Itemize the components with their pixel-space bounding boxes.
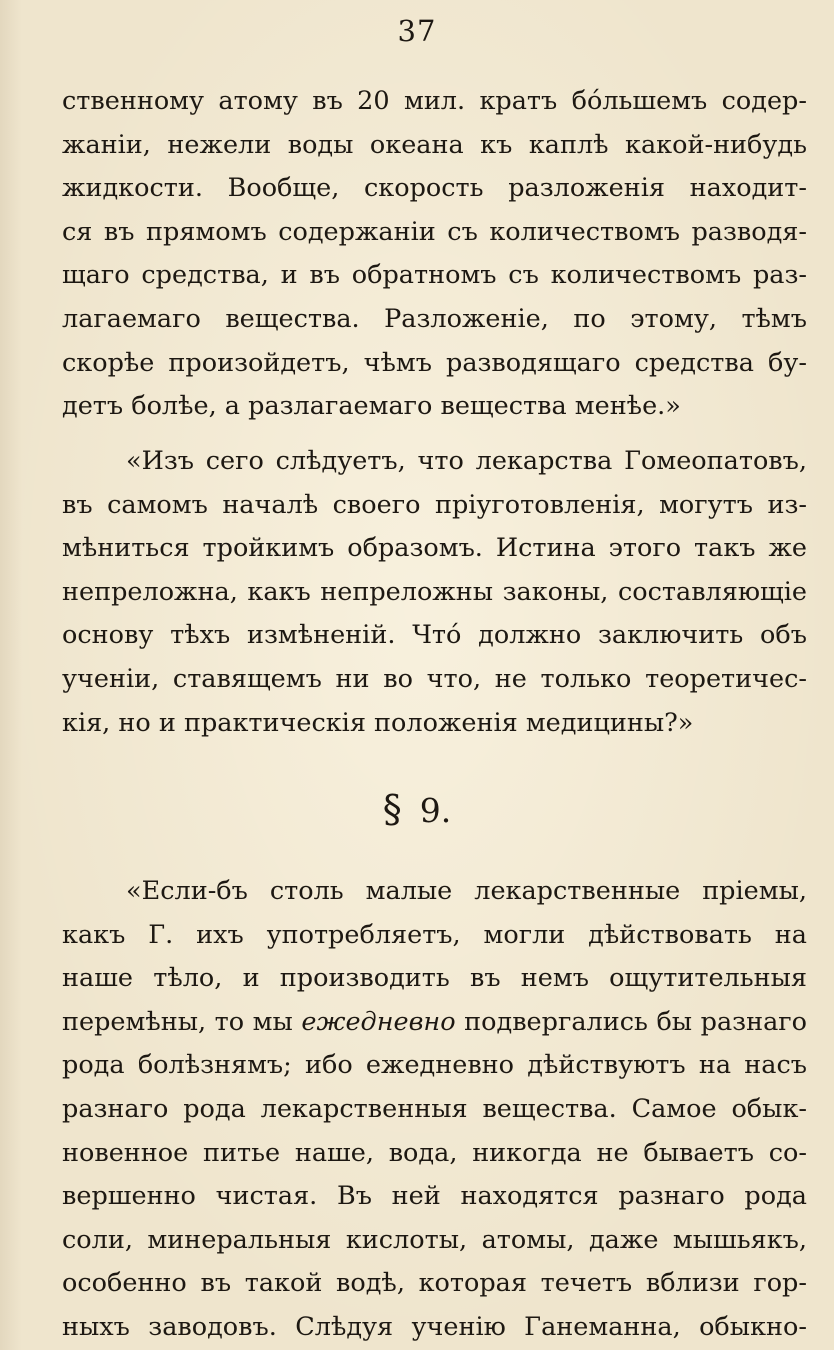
emphasized-word: ежедневно (301, 1006, 456, 1037)
text-line: непреложна, какъ непреложны законы, составляющіе (62, 576, 807, 607)
text-line: щаго средства, и въ обратномъ съ количествомъ раз- (62, 260, 807, 291)
text-line: новенное питье наше, вода, никогда не бываетъ со- (62, 1137, 807, 1168)
text-line: въ самомъ началѣ своего пріуготовленія, могутъ из- (62, 489, 807, 520)
text-line: вершенно чистая. Въ ней находятся разнаго рода (62, 1181, 807, 1212)
section-heading (0, 787, 834, 831)
text-line: какъ Г. ихъ употребляетъ, могли дѣйствовать на (62, 919, 807, 950)
text-run: подвергались бы разнаго (455, 1006, 807, 1037)
paragraph-section-9 (62, 870, 807, 1350)
text-line: «Если-бъ столь малые лекарственные пріемы, (126, 876, 807, 906)
text-run: перемѣны, то мы (62, 1006, 302, 1037)
text-line: особенно въ такой водѣ, которая течетъ вблизи гор- (62, 1268, 807, 1299)
text-line: кія, но и практическія положенія медицины?» (62, 707, 694, 738)
page-number: 37 (397, 14, 437, 48)
text-line: наше тѣло, и производить въ немъ ощутительныя (62, 963, 807, 994)
text-line: лагаемаго вещества. Разложеніе, по этому, тѣмъ (62, 303, 807, 334)
text-line: скорѣе произойдетъ, чѣмъ разводящаго средства бу- (62, 347, 807, 378)
text-line (62, 1001, 807, 1045)
text-line: соли, минеральныя кислоты, атомы, даже мышьякъ, (62, 1224, 807, 1255)
text-line: жаніи, нежели воды океана къ каплѣ какой-нибудь (62, 129, 807, 160)
text-line: разнаго рода лекарственныя вещества. Самое обык- (62, 1093, 807, 1124)
paragraph-quote (62, 440, 807, 745)
text-line: «Изъ сего слѣдуетъ, что лекарства Гомеопатовъ, (126, 446, 807, 476)
text-line: ственному атому въ 20 мил. кратъ бóльшемъ содер- (62, 86, 807, 116)
text-line: ся въ прямомъ содержаніи съ количествомъ разводя- (62, 216, 807, 247)
text-line: жидкости. Вообще, скорость разложенія находит- (62, 173, 807, 204)
text-line: ученіи, ставящемъ ни во что, не только теоретичес- (62, 663, 807, 694)
text-line: ныхъ заводовъ. Слѣдуя ученію Ганеманна, обыкно- (62, 1311, 807, 1342)
section-number: 9. (419, 791, 452, 830)
paragraph-continued (62, 80, 807, 429)
text-line: основу тѣхъ измѣненій. Чтó должно заключить объ (62, 620, 807, 651)
text-line: мѣниться тройкимъ образомъ. Истина этого такъ же (62, 533, 807, 564)
section-symbol: § (382, 787, 402, 831)
text-line: рода болѣзнямъ; ибо ежедневно дѣйствуютъ на насъ (62, 1050, 807, 1081)
text-line: детъ болѣе, а разлагаемаго вещества менѣе.» (62, 391, 681, 422)
